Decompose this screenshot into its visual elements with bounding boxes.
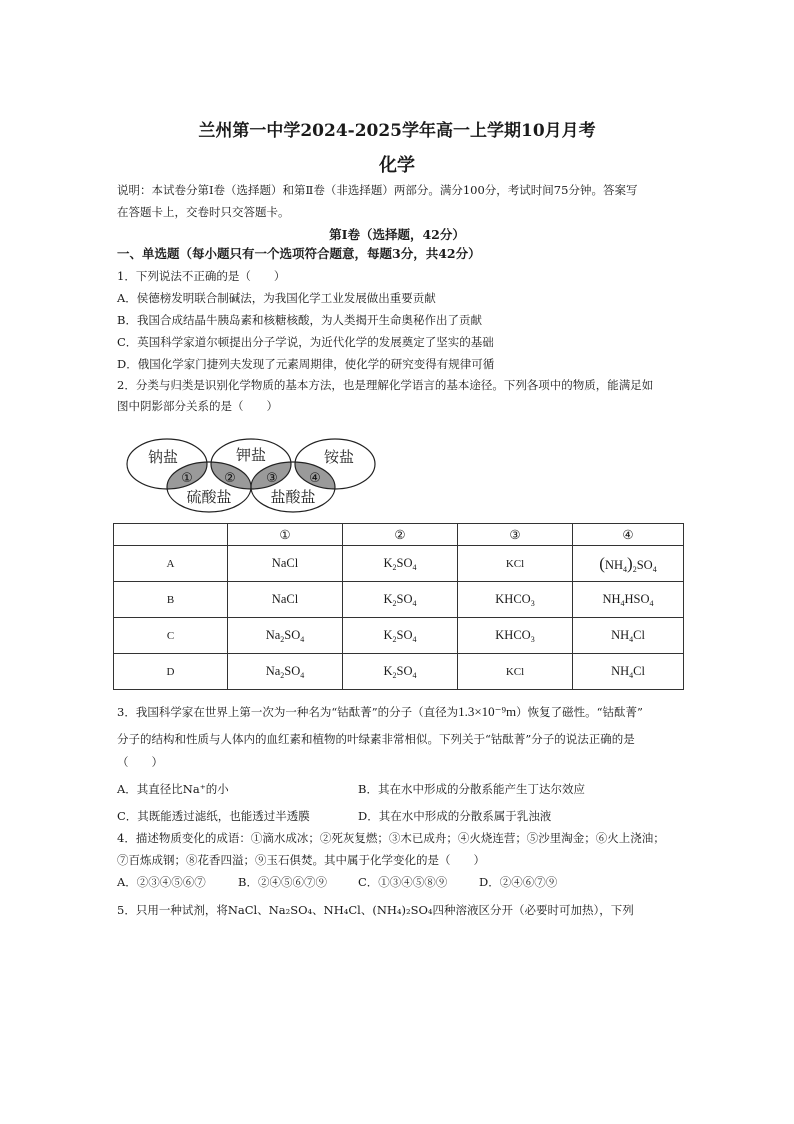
table-cell: $NH_4Cl$	[573, 618, 684, 654]
table-row	[114, 654, 684, 690]
table-cell: $K_2SO_4$	[343, 546, 458, 582]
label-sodium-salt: 钠盐	[147, 448, 179, 466]
table-header-cell: ②	[343, 524, 458, 546]
q3-stem-part-b: ）恢复了磁性。“钴酞菁”	[516, 705, 643, 719]
table-cell: D	[114, 654, 228, 690]
table-cell: $K_2SO_4$	[343, 582, 458, 618]
table-cell: $Na_2SO_4$	[228, 618, 343, 654]
table-cell: $Na_2SO_4$	[228, 654, 343, 690]
instructions-line-1: 说明：本试卷分第Ⅰ卷（选择题）和第Ⅱ卷（非选择题）两部分。满分100分，考试时间75分钟。答案写	[117, 183, 638, 197]
q4-stem-line-2: ⑦百炼成钢；⑧花香四溢；⑨玉石俱焚。其中属于化学变化的是（ ）	[117, 853, 485, 867]
q3-option-d: D．其在水中形成的分散系属于乳浊液	[358, 809, 552, 823]
q1-option-a: A．侯德榜发明联合制碱法，为我国化学工业发展做出重要贡献	[117, 291, 436, 305]
table-cell: $NH_4HSO_4$	[573, 582, 684, 618]
q3-option-c: C．其既能透过滤纸，也能透过半透膜	[117, 809, 310, 823]
q5-stem: 5．只用一种试剂，将NaCl、Na₂SO₄、NH₄Cl、(NH₄)₂SO₄四种溶液区分开（必要时可加热），下列	[117, 903, 634, 917]
table-row	[114, 618, 684, 654]
table-cell: NaCl	[228, 546, 343, 582]
exam-subject: 化学	[379, 155, 415, 176]
table-cell: $KHCO_3$	[458, 582, 573, 618]
part1-title: 第Ⅰ卷（选择题，42分）	[329, 227, 465, 242]
table-cell: $(NH_4)_2SO_4$	[573, 546, 684, 582]
q4-option-d: D．②④⑥⑦⑨	[479, 875, 558, 889]
q1-option-d: D．俄国化学家门捷列夫发现了元素周期律，使化学的研究变得有规律可循	[117, 357, 495, 371]
table-cell: $NH_4Cl$	[573, 654, 684, 690]
table-cell: C	[114, 618, 228, 654]
table-header-cell: ④	[573, 524, 684, 546]
label-chloride: 盐酸盐	[270, 488, 316, 506]
q3-stem-line-1	[117, 704, 643, 720]
table-cell: KCl	[458, 654, 573, 690]
q3-stem-part-a: 3．我国科学家在世界上第一次为一种名为“钴酞菁”的分子（直径为	[117, 705, 459, 719]
region-label-2: ②	[224, 471, 236, 486]
table-header-row	[114, 524, 684, 546]
table-row	[114, 546, 684, 582]
region-label-4: ④	[309, 471, 321, 486]
q1-stem: 1．下列说法不正确的是（ ）	[117, 269, 286, 283]
venn-diagram	[118, 432, 388, 522]
q2-options-table	[113, 523, 684, 690]
q4-stem-line-1: 4．描述物质变化的成语：①滴水成冰；②死灰复燃；③木已成舟；④火烧连营；⑤沙里淘金；⑥火上浇油；	[117, 831, 665, 845]
table-cell: NaCl	[228, 582, 343, 618]
q3-stem-line-3: （ ）	[117, 755, 163, 769]
table-header-cell: ①	[228, 524, 343, 546]
table-cell: A	[114, 546, 228, 582]
table-header-cell: ③	[458, 524, 573, 546]
table-cell: $K_2SO_4$	[343, 618, 458, 654]
label-potassium-salt: 钾盐	[235, 446, 267, 464]
q3-diameter: 1.3×10⁻⁹m	[458, 704, 517, 719]
q4-option-b: B．②④⑤⑥⑦⑨	[238, 875, 327, 889]
table-cell: B	[114, 582, 228, 618]
table-cell: $K_2SO_4$	[343, 654, 458, 690]
q1-option-c: C．英国科学家道尔顿提出分子学说，为近代化学的发展奠定了坚实的基础	[117, 335, 494, 349]
q3-option-b: B．其在水中形成的分散系能产生丁达尔效应	[358, 782, 585, 796]
exam-title: 兰州第一中学2024-2025学年高一上学期10月月考	[198, 121, 596, 141]
instructions-line-2: 在答题卡上，交卷时只交答题卡。	[117, 205, 290, 219]
q4-option-c: C．①③④⑤⑧⑨	[358, 875, 448, 889]
q3-option-a: A．其直径比Na⁺的小	[117, 782, 229, 796]
table-header-cell	[114, 524, 228, 546]
q2-stem-line-2: 图中阴影部分关系的是（ ）	[117, 399, 278, 413]
section1-title: 一、单选题（每小题只有一个选项符合题意，每题3分，共42分）	[117, 246, 481, 261]
region-label-1: ①	[181, 471, 193, 486]
q3-stem-line-2: 分子的结构和性质与人体内的血红素和植物的叶绿素非常相似。下列关于“钴酞菁”分子的说法正确的是	[117, 732, 635, 746]
label-ammonium-salt: 铵盐	[323, 448, 355, 466]
label-sulfate: 硫酸盐	[186, 488, 232, 506]
table-cell: KCl	[458, 546, 573, 582]
q2-stem-line-1: 2．分类与归类是识别化学物质的基本方法，也是理解化学语言的基本途径。下列各项中的物质，能满足如	[117, 378, 654, 392]
q1-option-b: B．我国合成结晶牛胰岛素和核糖核酸，为人类揭开生命奥秘作出了贡献	[117, 313, 482, 327]
table-row	[114, 582, 684, 618]
q4-option-a: A．②③④⑤⑥⑦	[117, 875, 206, 889]
table-cell: $KHCO_3$	[458, 618, 573, 654]
region-label-3: ③	[266, 471, 278, 486]
